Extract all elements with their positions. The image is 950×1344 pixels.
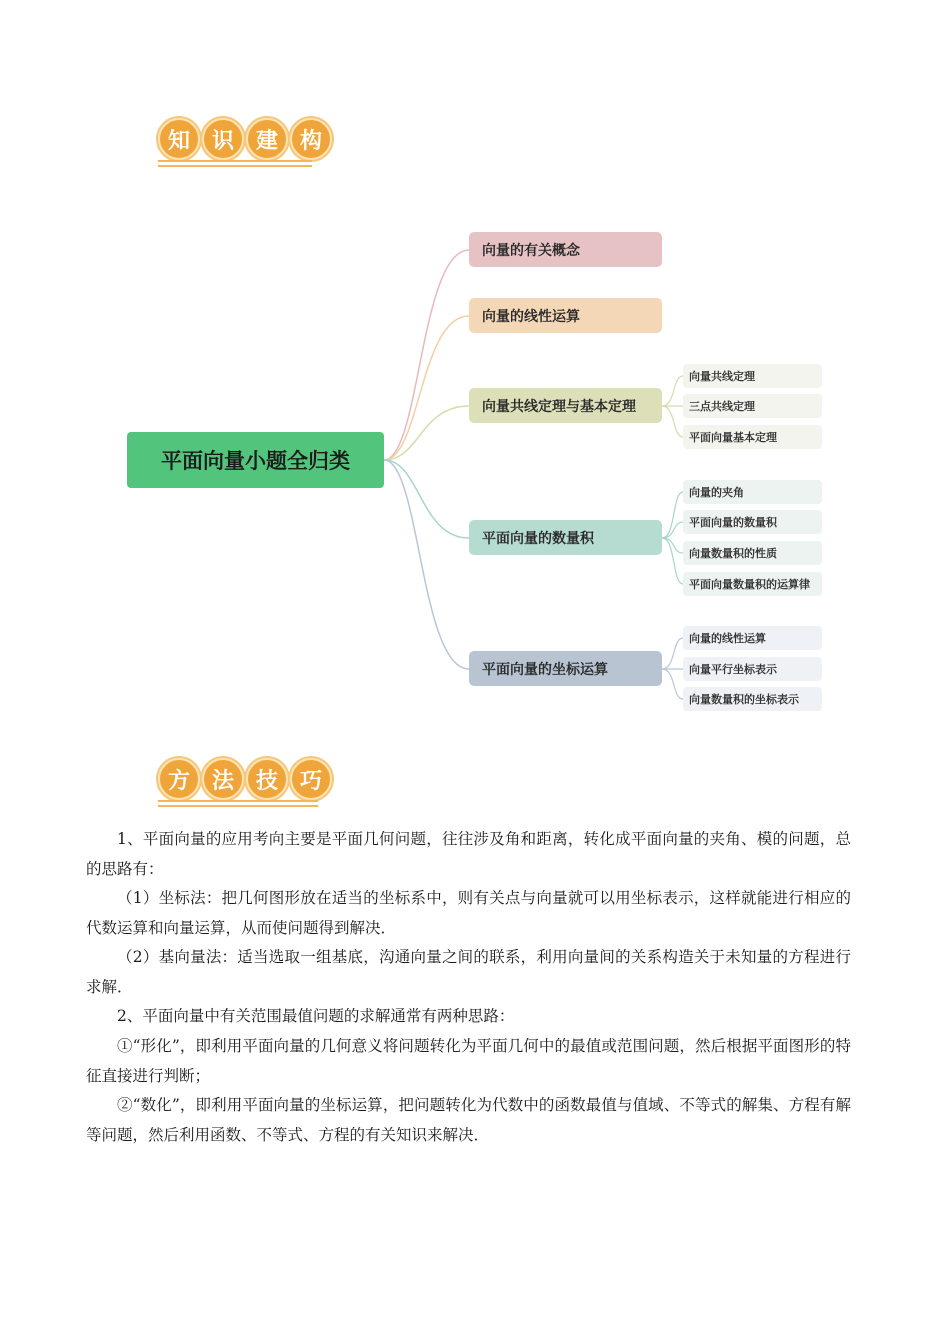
paragraph: ②“数化”，即利用平面向量的坐标运算，把问题转化为代数中的函数最值与值域、不等式的解集、方程有解等问题，然后利用函数、不等式、方程的有关知识来解决．	[86, 1096, 851, 1144]
mindmap-leaf: 向量的线性运算	[683, 626, 822, 650]
mindmap-branch: 向量的线性运算	[469, 298, 662, 333]
section-heading-knowledge	[158, 118, 334, 160]
connector	[662, 406, 683, 437]
mindmap-leaf: 平面向量的数量积	[683, 510, 822, 534]
mindmap-branch: 向量的有关概念	[469, 232, 662, 267]
connector	[662, 376, 683, 406]
heading-underline	[158, 160, 312, 162]
mindmap-branch: 平面向量的坐标运算	[469, 651, 662, 686]
heading-char: 巧	[290, 758, 332, 800]
mindmap-leaf: 平面向量基本定理	[683, 425, 822, 449]
connector	[662, 522, 683, 538]
mindmap-leaf: 平面向量数量积的运算律	[683, 572, 822, 596]
mindmap-leaf: 向量数量积的坐标表示	[683, 687, 822, 711]
connector	[662, 538, 683, 584]
mindmap-leaf: 向量共线定理	[683, 364, 822, 388]
connector	[384, 316, 469, 460]
heading-char: 技	[246, 758, 288, 800]
heading-underline	[158, 805, 318, 807]
heading-char: 法	[202, 758, 244, 800]
mindmap-root: 平面向量小题全归类	[127, 432, 384, 488]
mindmap-leaf: 向量数量积的性质	[683, 541, 822, 565]
paragraph: ①“形化”，即利用平面向量的几何意义将问题转化为平面几何中的最值或范围问题，然后根据平面图形的特征直接进行判断；	[86, 1037, 851, 1085]
mindmap-leaf: 向量平行坐标表示	[683, 657, 822, 681]
connector	[662, 492, 683, 538]
paragraph: （2）基向量法：适当选取一组基底，沟通向量之间的联系，利用向量间的关系构造关于未知量的方程进行求解．	[86, 948, 851, 996]
paragraph: （1）坐标法：把几何图形放在适当的坐标系中，则有关点与向量就可以用坐标表示，这样就能进行相应的代数运算和向量运算，从而使问题得到解决．	[86, 889, 851, 937]
mindmap-branch: 向量共线定理与基本定理	[469, 388, 662, 423]
connector	[662, 638, 683, 669]
paragraph: 1、平面向量的应用考向主要是平面几何问题，往往涉及角和距离，转化成平面向量的夹角、模的问题，总的思路有：	[86, 830, 851, 878]
paragraph: 2、平面向量中有关范围最值问题的求解通常有两种思路：	[117, 1007, 515, 1025]
connector	[662, 538, 683, 553]
mindmap-leaf: 向量的夹角	[683, 480, 822, 504]
heading-underline	[158, 165, 312, 167]
connector	[384, 460, 469, 538]
mindmap-branch: 平面向量的数量积	[469, 520, 662, 555]
heading-char: 方	[158, 758, 200, 800]
connector	[384, 460, 469, 669]
heading-char: 构	[290, 118, 332, 160]
heading-char: 建	[246, 118, 288, 160]
connector	[384, 406, 469, 460]
connector	[384, 250, 469, 460]
connector	[662, 669, 683, 699]
section-heading-methods	[158, 758, 334, 800]
heading-char: 知	[158, 118, 200, 160]
heading-underline	[158, 800, 318, 802]
mindmap-leaf: 三点共线定理	[683, 394, 822, 418]
heading-char: 识	[202, 118, 244, 160]
